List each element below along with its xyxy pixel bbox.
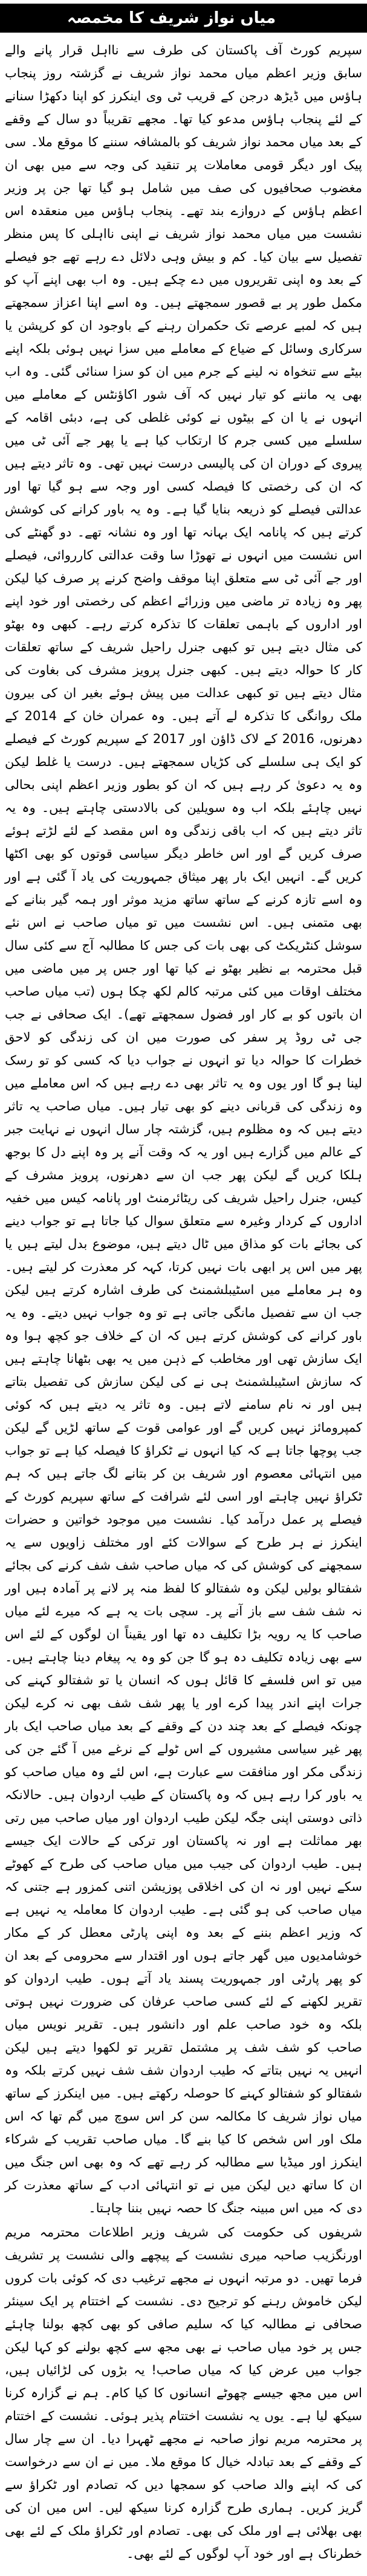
- article-body: [0, 33, 367, 2576]
- article-paragraph-2: شریفوں کی حکومت کی شریف وزیر اطلاعات محترمہ مریم اورنگزیب صاحبہ میری نشست کے پیچھے والی نشست پر تشریف فرما تھیں۔ دو مرتبہ انہوں نے مجھے ترغیب دی کہ کوئی بات کروں لیکن خاموش رہنے کو ترجیح دی۔ نشست کے اختتام پر ایک سینئر صحافی نے مطالبہ کیا کہ سلیم صافی کو بھی کچھ بولنا چاہئے جس پر خود میاں صاحب نے بھی مجھ سے کچھ بولنے کو کہا لیکن جواب میں عرض کیا کہ میاں صاحب! یہ بڑوں کی لڑائیاں ہیں، اس میں مجھ جیسے چھوٹے انسانوں کا کیا کام۔ ہم نے گزارہ کرنا سیکھ لیا ہے۔ یوں یہ نشست اختتام پذیر ہوئی۔ نشست کے اختتام پر محترمہ مریم نواز صاحبہ نے مجھے ٹھہرا دیا۔ ان سے چار سال کے وقفے کے بعد تبادلہ خیال کا موقع ملا۔ میں نے ان سے درخواست کی کہ اپنے والد صاحب کو سمجھا دیں کہ تصادم اور ٹکراؤ سے گریز کریں۔ ہماری طرح گزارہ کرنا سیکھ لیں۔ اس میں ان کی بھی بھلائی ہے اور ملک کی بھی۔ تصادم اور ٹکراؤ ملک کے لئے بھی خطرناک ہے اور خود آپ لوگوں کے لئے بھی۔: [5, 2225, 362, 2561]
- article-page: [0, 4, 367, 2576]
- article-title: میاں نواز شریف کا مخمصہ: [67, 9, 276, 27]
- article-paragraph-1: سپریم کورٹ آف پاکستان کی طرف سے نااہل قرار پانے والے سابق وزیر اعظم میاں محمد نواز شریف نے گزشتہ روز پنجاب ہاؤس میں ڈیڑھ درجن کے قریب ٹی وی اینکرز کو اپنا دکھڑا سنانے کے لئے پنجاب ہاؤس مدعو کیا تھا۔ مجھے تقریباً دو سال کے وقفے کے بعد میاں محمد نواز شریف کو بالمشافہ سننے کا موقع ملا۔ سی پیک اور دیگر قومی معاملات پر تنقید کی وجہ سے میں بھی ان مغضوب صحافیوں کی صف میں شامل ہو گیا تھا جن پر وزیر اعظم ہاؤس کے دروازے بند تھے۔ پنجاب ہاؤس میں منعقدہ اس نشست میں میاں محمد نواز شریف نے اپنی نااہلی کا پس منظر تفصیل سے بیان کیا۔ کم و بیش وہی دلائل دے رہے تھے جو فیصلے کے بعد وہ اپنی تقریروں میں دے چکے ہیں۔ وہ اب بھی اپنے آپ کو مکمل طور پر بے قصور سمجھتے ہیں۔ وہ اسے اپنا اعزاز سمجھتے ہیں کہ لمبے عرصے تک حکمران رہنے کے باوجود ان کو کرپشن یا سرکاری وسائل کے ضیاع کے معاملے میں سزا نہیں ہوئی بلکہ اپنے بیٹے سے تنخواہ نہ لینے کے جرم میں ان کو سزا سنائی گئی۔ وہ اب بھی یہ ماننے کو تیار نہیں کہ آف شور اکاؤنٹس کے معاملے میں انہوں نے یا ان کے بیٹوں نے کوئی غلطی کی ہے، دبئی اقامہ کے سلسلے میں کسی جرم کا ارتکاب کیا ہے یا پھر جے آئی ٹی میں پیروی کے دوران ان کی پالیسی درست نہیں تھی۔ وہ تاثر دیتے ہیں کہ ان کی رخصتی کا فیصلہ کسی اور وجہ سے ہو گیا تھا اور عدالتی فیصلے کو ذریعہ بنایا گیا ہے۔ وہ یہ باور کرانے کی کوشش کرتے ہیں کہ پانامہ ایک بہانہ تھا اور وہ نشانہ تھے۔ دو گھنٹے کی اس نشست میں انہوں نے تھوڑا سا وقت عدالتی کارروائی، فیصلے اور جے آئی ٹی سے متعلق اپنا موقف واضح کرنے پر صرف کیا لیکن پھر وہ زیادہ تر ماضی میں وزرائے اعظم کی رخصتی اور خود اپنے اور اداروں کے باہمی تعلقات کا تذکرہ کرتے رہے۔ کبھی وہ بھٹو کی مثال دیتے ہیں تو کبھی جنرل راحیل شریف کے ساتھ تعلقات کار کا حوالہ دیتے ہیں۔ کبھی جنرل پرویز مشرف کی بغاوت کی مثال دیتے ہیں تو کبھی عدالت میں پیش ہوئے بغیر ان کی بیرون ملک روانگی کا تذکرہ لے آتے ہیں۔ وہ عمران خان کے 2014 کے دھرنوں، 2016 کے لاک ڈاؤن اور 2017 کے سپریم کورٹ کے فیصلے کو ایک ہی سلسلے کی کڑیاں سمجھتے ہیں۔ درست یا غلط لیکن وہ یہ دعویٰ کر رہے ہیں کہ ان کو بطور وزیر اعظم اپنی بحالی نہیں چاہئے بلکہ اب وہ سویلین کی بالادستی چاہتے ہیں۔ وہ یہ تاثر دیتے ہیں کہ اب باقی زندگی وہ اس مقصد کے لئے لڑتے ہوئے صرف کریں گے اور اس خاطر دیگر سیاسی قوتوں کو بھی اکٹھا کریں گے۔ انہیں ایک بار پھر میثاق جمہوریت کی یاد آ گئی ہے اور وہ اسے تازہ کرنے کے ساتھ ساتھ مزید موثر اور ہمہ گیر بنانے کے بھی متمنی ہیں۔ اس نشست میں تو میاں صاحب نے اس نئے سوشل کنٹریکٹ کی بھی بات کی جس کا مطالبہ آج سے کئی سال قبل محترمہ بے نظیر بھٹو نے کیا تھا اور جس پر میں ماضی میں مختلف اوقات میں کئی مرتبہ کالم لکھ چکا ہوں (تب میاں صاحب ان باتوں کو بے کار اور فضول سمجھتے تھے)۔ ایک صحافی نے جب جی ٹی روڈ پر سفر کی صورت میں ان کی زندگی کو لاحق خطرات کا حوالہ دیا تو انہوں نے جواب دیا کہ کسی کو تو رسک لینا ہو گا اور یوں وہ یہ تاثر بھی دے رہے ہیں کہ اس معاملے میں وہ زندگی کی قربانی دینے کو بھی تیار ہیں۔ میاں صاحب یہ تاثر دیتے ہیں کہ وہ مظلوم ہیں، گزشتہ چار سال انہوں نے نہایت جبر کے عالم میں گزارے ہیں اور یہ کہ وقت آنے پر وہ اپنے دل کا بوجھ ہلکا کریں گے لیکن پھر جب ان سے دھرنوں، پرویز مشرف کے کیس، جنرل راحیل شریف کی ریٹائرمنٹ اور پانامہ کیس میں خفیہ اداروں کے کردار وغیرہ سے متعلق سوال کیا جاتا ہے تو جواب دینے کی بجائے بات کو مذاق میں ٹال دیتے ہیں، موضوع بدل لیتے ہیں یا پھر میں اس پر ابھی بات نہیں کرتا، کہہ کر معذرت کر لیتے ہیں۔ وہ ہر معاملے میں اسٹیبلشمنٹ کی طرف اشارہ کرتے ہیں لیکن جب ان سے تفصیل مانگی جاتی ہے تو وہ جواب نہیں دیتے۔ وہ یہ باور کرانے کی کوشش کرتے ہیں کہ ان کے خلاف جو کچھ ہوا وہ ایک سازش تھی اور مخاطب کے ذہن میں یہ بھی بٹھانا چاہتے ہیں کہ سازش اسٹیبلشمنٹ ہی نے کی لیکن سازش کی تفصیل بتاتے ہیں اور نہ نام سامنے لاتے ہیں۔ وہ تاثر یہ دیتے ہیں کہ کوئی کمپرومائز نہیں کریں گے اور عوامی قوت کے ساتھ لڑیں گے لیکن جب پوچھا جاتا ہے کہ کیا انہوں نے ٹکراؤ کا فیصلہ کیا ہے تو جواب میں انتہائی معصوم اور شریف بن کر بتانے لگ جاتے ہیں کہ ہم ٹکراؤ نہیں چاہتے اور اسی لئے شرافت کے ساتھ سپریم کورٹ کے فیصلے پر عمل درآمد کیا۔ نشست میں موجود خواتین و حضرات اینکرز نے ہر طرح کے سوالات کئے اور مختلف زاویوں سے یہ سمجھنے کی کوشش کی کہ میاں صاحب شف شف کرنے کی بجائے شفتالو بولیں لیکن وہ شفتالو کا لفظ منہ پر لانے پر آمادہ ہیں اور نہ شف شف سے باز آنے پر۔ سچی بات یہ ہے کہ میرے لئے میاں صاحب کا یہ رویہ بڑا تکلیف دہ تھا اور یقیناً ان لوگوں کے لئے اس سے بھی زیادہ تکلیف دہ ہو گا جن کو وہ یہ پیغام دینا چاہتے ہیں۔ میں تو اس فلسفے کا قائل ہوں کہ انسان یا تو شفتالو کہنے کی جرات اپنے اندر پیدا کرے اور یا پھر شف شف بھی نہ کرے لیکن چونکہ فیصلے کے بعد چند دن کے وقفے کے بعد میاں صاحب ایک بار پھر غیر سیاسی مشیروں کے اس ٹولے کے نرغے میں آ گئے جن کی زندگی مکر اور منافقت سے عبارت ہے، اس لئے وہ میاں صاحب کو یہ باور کرا رہے ہیں کہ وہ پاکستان کے طیب اردوان ہیں۔ حالانکہ ذاتی دوستی اپنی جگہ لیکن طیب اردوان اور میاں صاحب میں رتی بھر مماثلت ہے اور نہ پاکستان اور ترکی کے حالات ایک جیسے ہیں۔ طیب اردوان کی جیب میں میاں صاحب کی طرح کے کھوٹے سکے نہیں اور نہ ان کی اخلاقی پوزیشن اتنی کمزور ہے جتنی کہ میاں صاحب کی ہو گئی ہے۔ طیب اردوان کا معاملہ یہ نہیں ہے کہ وزیر اعظم بننے کے بعد وہ اپنی پارٹی معطل کر کے مکار خوشامدیوں میں گھر جاتے ہوں اور اقتدار سے محرومی کے بعد ان کو پھر پارٹی اور جمہوریت پسند یاد آتے ہوں۔ طیب اردوان کو تقریر لکھنے کے لئے کسی صاحب عرفان کی ضرورت نہیں ہوتی بلکہ وہ خود صاحب علم اور دانشور ہیں۔ تقریر نویس میاں صاحب کو شف شف پر مشتمل تقریر تو لکھوا دیتے ہیں لیکن انہیں یہ نہیں بتاتے کہ طیب اردوان شف شف نہیں کرتے بلکہ وہ شفتالو کو شفتالو کہنے کا حوصلہ رکھتے ہیں۔ میں اینکرز کے ساتھ میاں نواز شریف کا مکالمہ سن کر اس سوچ میں گم تھا کہ اس ملک اور اس شخص کا کیا بنے گا۔ میاں صاحب تقریب کے شرکاء اینکرز اور میڈیا سے مطالبہ کر رہے تھے کہ وہ بھی اس جنگ میں ان کا ساتھ دیں لیکن میں نے تو انتہائی ادب کے ساتھ معذرت کر دی کہ میں اس مبینہ جنگ کا حصہ نہیں بننا چاہتا۔: [5, 43, 363, 2215]
- article-title-bar: [0, 4, 367, 33]
